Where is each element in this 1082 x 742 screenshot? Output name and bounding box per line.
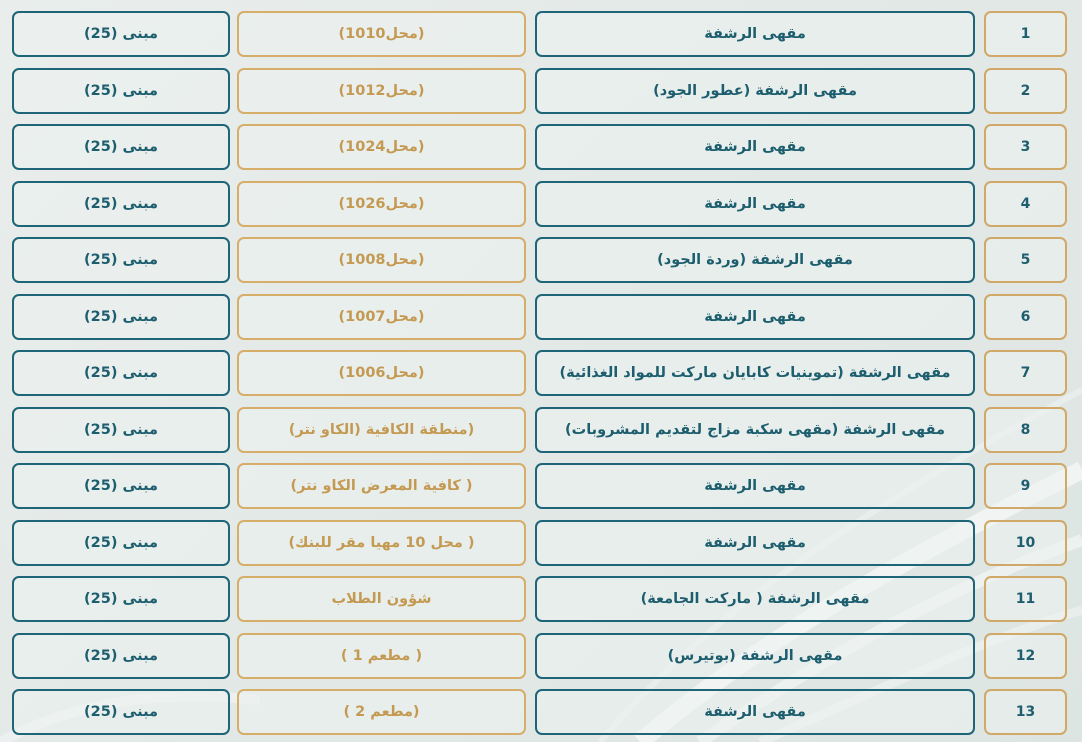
location-cell: (مطعم 2 )	[237, 689, 526, 735]
location-cell: شؤون الطلاب	[237, 576, 526, 622]
table-row	[0, 181, 1082, 231]
cafe-name-cell: مقهى الرشفة	[535, 181, 975, 227]
cafe-name-cell: مقهى الرشفة	[535, 520, 975, 566]
cafe-name-cell: مقهى الرشفة (مقهى سكبة مزاج لتقديم المشروبات)	[535, 407, 975, 453]
row-number-cell: 5	[984, 237, 1067, 283]
cafe-name-cell: مقهى الرشفة	[535, 124, 975, 170]
location-cell: (محل1010)	[237, 11, 526, 57]
location-cell: (محل1026)	[237, 181, 526, 227]
row-number-cell: 12	[984, 633, 1067, 679]
building-cell: مبنى (25)	[12, 124, 230, 170]
table-row	[0, 633, 1082, 683]
location-cell: (محل1012)	[237, 68, 526, 114]
building-cell: مبنى (25)	[12, 294, 230, 340]
table-row	[0, 237, 1082, 287]
cafe-name-cell: مقهى الرشفة (بوتيرس)	[535, 633, 975, 679]
row-number-cell: 10	[984, 520, 1067, 566]
location-cell: (محل1006)	[237, 350, 526, 396]
row-number-cell: 1	[984, 11, 1067, 57]
building-cell: مبنى (25)	[12, 689, 230, 735]
cafe-name-cell: مقهى الرشفة	[535, 463, 975, 509]
cafe-name-cell: مقهى الرشفة (تموينيات كابايان ماركت للمواد الغذائية)	[535, 350, 975, 396]
building-cell: مبنى (25)	[12, 407, 230, 453]
cafe-name-cell: مقهى الرشفة	[535, 294, 975, 340]
location-cell: ( محل 10 مهيا مقر للبنك)	[237, 520, 526, 566]
location-cell: (منطقة الكافية (الكاو نتر)	[237, 407, 526, 453]
cafe-name-cell: مقهى الرشفة ( ماركت الجامعة)	[535, 576, 975, 622]
building-cell: مبنى (25)	[12, 237, 230, 283]
building-cell: مبنى (25)	[12, 181, 230, 227]
table-row	[0, 350, 1082, 400]
cafe-name-cell: مقهى الرشفة (وردة الجود)	[535, 237, 975, 283]
row-number-cell: 8	[984, 407, 1067, 453]
table-row	[0, 576, 1082, 626]
table-row	[0, 520, 1082, 570]
building-cell: مبنى (25)	[12, 520, 230, 566]
row-number-cell: 4	[984, 181, 1067, 227]
building-cell: مبنى (25)	[12, 576, 230, 622]
table-row	[0, 689, 1082, 739]
row-number-cell: 3	[984, 124, 1067, 170]
cafe-name-cell: مقهى الرشفة	[535, 11, 975, 57]
cafe-name-cell: مقهى الرشفة (عطور الجود)	[535, 68, 975, 114]
table-row	[0, 463, 1082, 513]
row-number-cell: 13	[984, 689, 1067, 735]
building-cell: مبنى (25)	[12, 633, 230, 679]
location-cell: ( مطعم 1 )	[237, 633, 526, 679]
location-cell: (محل1008)	[237, 237, 526, 283]
building-cell: مبنى (25)	[12, 11, 230, 57]
table-row	[0, 68, 1082, 118]
row-number-cell: 7	[984, 350, 1067, 396]
building-cell: مبنى (25)	[12, 463, 230, 509]
table-row	[0, 124, 1082, 174]
cafe-name-cell: مقهى الرشفة	[535, 689, 975, 735]
table-row	[0, 11, 1082, 61]
row-number-cell: 11	[984, 576, 1067, 622]
row-number-cell: 9	[984, 463, 1067, 509]
location-cell: (محل1024)	[237, 124, 526, 170]
building-cell: مبنى (25)	[12, 68, 230, 114]
table-row	[0, 407, 1082, 457]
row-number-cell: 6	[984, 294, 1067, 340]
table-row	[0, 294, 1082, 344]
building-cell: مبنى (25)	[12, 350, 230, 396]
row-number-cell: 2	[984, 68, 1067, 114]
location-cell: (محل1007)	[237, 294, 526, 340]
location-cell: ( كافية المعرض الكاو نتر)	[237, 463, 526, 509]
